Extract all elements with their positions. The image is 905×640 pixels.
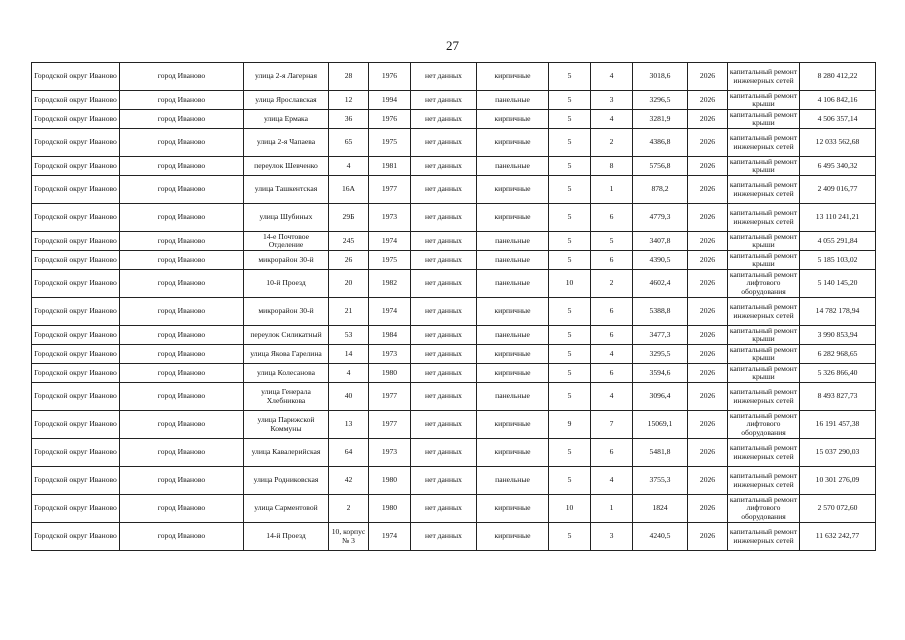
cell-sum: 3 990 853,94 <box>800 326 876 345</box>
cell-street: улица Парижской Коммуны <box>244 411 329 439</box>
table-row <box>32 176 876 204</box>
cell-material: панельные <box>477 91 549 110</box>
cell-material: панельные <box>477 467 549 495</box>
cell-data: нет данных <box>411 270 477 298</box>
cell-city: город Иваново <box>120 110 244 129</box>
cell-entrances: 4 <box>591 383 633 411</box>
table-row <box>32 383 876 411</box>
cell-house: 26 <box>329 251 369 270</box>
cell-floors: 5 <box>549 129 591 157</box>
cell-work: капитальный ремонт инженерных сетей <box>728 383 800 411</box>
cell-data: нет данных <box>411 204 477 232</box>
cell-plan-year: 2026 <box>688 523 728 551</box>
cell-area: 4602,4 <box>633 270 688 298</box>
table-row <box>32 270 876 298</box>
cell-data: нет данных <box>411 63 477 91</box>
cell-plan-year: 2026 <box>688 129 728 157</box>
cell-data: нет данных <box>411 298 477 326</box>
cell-house: 40 <box>329 383 369 411</box>
cell-material: панельные <box>477 251 549 270</box>
cell-material: кирпичные <box>477 204 549 232</box>
cell-work: капитальный ремонт крыши <box>728 157 800 176</box>
cell-work: капитальный ремонт инженерных сетей <box>728 204 800 232</box>
cell-house: 36 <box>329 110 369 129</box>
cell-year: 1974 <box>369 298 411 326</box>
cell-area: 1824 <box>633 495 688 523</box>
cell-floors: 5 <box>549 232 591 251</box>
cell-okrug: Городской округ Иваново <box>32 298 120 326</box>
cell-floors: 5 <box>549 364 591 383</box>
cell-plan-year: 2026 <box>688 270 728 298</box>
cell-material: кирпичные <box>477 411 549 439</box>
cell-entrances: 4 <box>591 63 633 91</box>
cell-okrug: Городской округ Иваново <box>32 326 120 345</box>
cell-floors: 5 <box>549 467 591 495</box>
cell-year: 1980 <box>369 495 411 523</box>
cell-city: город Иваново <box>120 298 244 326</box>
cell-material: панельные <box>477 326 549 345</box>
cell-plan-year: 2026 <box>688 345 728 364</box>
cell-city: город Иваново <box>120 467 244 495</box>
cell-okrug: Городской округ Иваново <box>32 110 120 129</box>
cell-work: капитальный ремонт инженерных сетей <box>728 63 800 91</box>
cell-area: 3281,9 <box>633 110 688 129</box>
cell-work: капитальный ремонт инженерных сетей <box>728 467 800 495</box>
cell-sum: 8 493 827,73 <box>800 383 876 411</box>
cell-street: 10-й Проезд <box>244 270 329 298</box>
cell-city: город Иваново <box>120 204 244 232</box>
cell-area: 5481,8 <box>633 439 688 467</box>
cell-entrances: 1 <box>591 495 633 523</box>
cell-city: город Иваново <box>120 232 244 251</box>
cell-street: улица Кавалерийская <box>244 439 329 467</box>
cell-work: капитальный ремонт инженерных сетей <box>728 176 800 204</box>
cell-area: 4386,8 <box>633 129 688 157</box>
cell-year: 1977 <box>369 176 411 204</box>
cell-sum: 15 037 290,03 <box>800 439 876 467</box>
cell-material: кирпичные <box>477 439 549 467</box>
cell-year: 1973 <box>369 204 411 232</box>
cell-plan-year: 2026 <box>688 204 728 232</box>
cell-material: кирпичные <box>477 176 549 204</box>
cell-area: 3018,6 <box>633 63 688 91</box>
table-row <box>32 110 876 129</box>
cell-entrances: 3 <box>591 91 633 110</box>
cell-data: нет данных <box>411 364 477 383</box>
cell-plan-year: 2026 <box>688 110 728 129</box>
cell-area: 3096,4 <box>633 383 688 411</box>
cell-entrances: 6 <box>591 298 633 326</box>
cell-street: улица Сарментовой <box>244 495 329 523</box>
table-row <box>32 467 876 495</box>
cell-okrug: Городской округ Иваново <box>32 251 120 270</box>
cell-house: 20 <box>329 270 369 298</box>
cell-floors: 9 <box>549 411 591 439</box>
cell-okrug: Городской округ Иваново <box>32 523 120 551</box>
cell-city: город Иваново <box>120 345 244 364</box>
cell-entrances: 2 <box>591 129 633 157</box>
cell-street: 14-й Проезд <box>244 523 329 551</box>
cell-area: 3594,6 <box>633 364 688 383</box>
cell-house: 10, корпус № 3 <box>329 523 369 551</box>
cell-work: капитальный ремонт крыши <box>728 91 800 110</box>
cell-year: 1980 <box>369 364 411 383</box>
cell-data: нет данных <box>411 251 477 270</box>
cell-area: 3295,5 <box>633 345 688 364</box>
cell-floors: 5 <box>549 204 591 232</box>
cell-year: 1976 <box>369 110 411 129</box>
cell-floors: 5 <box>549 326 591 345</box>
cell-area: 5756,8 <box>633 157 688 176</box>
cell-street: улица Якова Гарелина <box>244 345 329 364</box>
cell-data: нет данных <box>411 110 477 129</box>
cell-material: панельные <box>477 270 549 298</box>
cell-material: кирпичные <box>477 345 549 364</box>
cell-material: кирпичные <box>477 129 549 157</box>
cell-data: нет данных <box>411 411 477 439</box>
cell-okrug: Городской округ Иваново <box>32 204 120 232</box>
cell-area: 5388,8 <box>633 298 688 326</box>
cell-plan-year: 2026 <box>688 298 728 326</box>
cell-street: 14-е Почтовое Отделение <box>244 232 329 251</box>
cell-city: город Иваново <box>120 251 244 270</box>
cell-data: нет данных <box>411 232 477 251</box>
cell-year: 1975 <box>369 129 411 157</box>
cell-city: город Иваново <box>120 176 244 204</box>
cell-sum: 14 782 178,94 <box>800 298 876 326</box>
cell-sum: 4 106 842,16 <box>800 91 876 110</box>
cell-city: город Иваново <box>120 364 244 383</box>
cell-okrug: Городской округ Иваново <box>32 232 120 251</box>
cell-sum: 6 495 340,32 <box>800 157 876 176</box>
cell-okrug: Городской округ Иваново <box>32 495 120 523</box>
cell-data: нет данных <box>411 439 477 467</box>
cell-year: 1977 <box>369 383 411 411</box>
cell-material: кирпичные <box>477 298 549 326</box>
cell-area: 4779,3 <box>633 204 688 232</box>
cell-okrug: Городской округ Иваново <box>32 364 120 383</box>
cell-city: город Иваново <box>120 523 244 551</box>
cell-city: город Иваново <box>120 326 244 345</box>
cell-data: нет данных <box>411 345 477 364</box>
cell-plan-year: 2026 <box>688 495 728 523</box>
cell-plan-year: 2026 <box>688 411 728 439</box>
cell-house: 13 <box>329 411 369 439</box>
cell-entrances: 4 <box>591 345 633 364</box>
cell-plan-year: 2026 <box>688 91 728 110</box>
cell-entrances: 1 <box>591 176 633 204</box>
cell-data: нет данных <box>411 176 477 204</box>
page-number: 27 <box>446 38 459 53</box>
cell-okrug: Городской округ Иваново <box>32 270 120 298</box>
cell-year: 1984 <box>369 326 411 345</box>
cell-city: город Иваново <box>120 91 244 110</box>
cell-material: кирпичные <box>477 495 549 523</box>
cell-floors: 5 <box>549 110 591 129</box>
cell-house: 28 <box>329 63 369 91</box>
cell-street: улица Ярославская <box>244 91 329 110</box>
cell-sum: 5 140 145,20 <box>800 270 876 298</box>
table-row <box>32 63 876 91</box>
cell-plan-year: 2026 <box>688 251 728 270</box>
cell-data: нет данных <box>411 467 477 495</box>
cell-data: нет данных <box>411 91 477 110</box>
cell-work: капитальный ремонт инженерных сетей <box>728 298 800 326</box>
cell-okrug: Городской округ Иваново <box>32 91 120 110</box>
cell-entrances: 5 <box>591 232 633 251</box>
cell-area: 3407,8 <box>633 232 688 251</box>
cell-street: улица Генерала Хлебникова <box>244 383 329 411</box>
table-row <box>32 129 876 157</box>
cell-okrug: Городской округ Иваново <box>32 467 120 495</box>
cell-area: 15069,1 <box>633 411 688 439</box>
cell-entrances: 6 <box>591 439 633 467</box>
table-row <box>32 298 876 326</box>
cell-work: капитальный ремонт крыши <box>728 364 800 383</box>
cell-street: микрорайон 30-й <box>244 251 329 270</box>
cell-street: улица 2-я Чапаева <box>244 129 329 157</box>
cell-house: 29Б <box>329 204 369 232</box>
cell-plan-year: 2026 <box>688 176 728 204</box>
cell-work: капитальный ремонт крыши <box>728 232 800 251</box>
table-row <box>32 91 876 110</box>
table-row <box>32 326 876 345</box>
cell-material: кирпичные <box>477 523 549 551</box>
cell-house: 64 <box>329 439 369 467</box>
cell-house: 42 <box>329 467 369 495</box>
cell-sum: 2 570 072,60 <box>800 495 876 523</box>
cell-entrances: 4 <box>591 110 633 129</box>
cell-work: капитальный ремонт инженерных сетей <box>728 523 800 551</box>
cell-area: 3477,3 <box>633 326 688 345</box>
cell-city: город Иваново <box>120 411 244 439</box>
cell-street: улица Шубиных <box>244 204 329 232</box>
cell-okrug: Городской округ Иваново <box>32 411 120 439</box>
cell-floors: 5 <box>549 63 591 91</box>
cell-material: кирпичные <box>477 63 549 91</box>
cell-data: нет данных <box>411 326 477 345</box>
cell-city: город Иваново <box>120 157 244 176</box>
cell-street: переулок Силикатный <box>244 326 329 345</box>
cell-sum: 16 191 457,38 <box>800 411 876 439</box>
table-row <box>32 523 876 551</box>
cell-plan-year: 2026 <box>688 467 728 495</box>
cell-work: капитальный ремонт лифтового оборудования <box>728 270 800 298</box>
cell-floors: 5 <box>549 298 591 326</box>
cell-data: нет данных <box>411 383 477 411</box>
cell-plan-year: 2026 <box>688 232 728 251</box>
cell-area: 4240,5 <box>633 523 688 551</box>
cell-plan-year: 2026 <box>688 63 728 91</box>
cell-work: капитальный ремонт инженерных сетей <box>728 439 800 467</box>
cell-year: 1994 <box>369 91 411 110</box>
cell-material: панельные <box>477 157 549 176</box>
cell-street: улица Колесанова <box>244 364 329 383</box>
cell-plan-year: 2026 <box>688 439 728 467</box>
cell-plan-year: 2026 <box>688 157 728 176</box>
cell-sum: 8 280 412,22 <box>800 63 876 91</box>
cell-sum: 4 055 291,84 <box>800 232 876 251</box>
table-row <box>32 411 876 439</box>
cell-entrances: 2 <box>591 270 633 298</box>
cell-plan-year: 2026 <box>688 364 728 383</box>
cell-house: 53 <box>329 326 369 345</box>
cell-entrances: 6 <box>591 204 633 232</box>
cell-entrances: 8 <box>591 157 633 176</box>
table-row <box>32 345 876 364</box>
cell-street: микрорайон 30-й <box>244 298 329 326</box>
cell-okrug: Городской округ Иваново <box>32 129 120 157</box>
cell-material: панельные <box>477 383 549 411</box>
cell-house: 21 <box>329 298 369 326</box>
cell-material: панельные <box>477 232 549 251</box>
cell-house: 4 <box>329 364 369 383</box>
cell-year: 1974 <box>369 232 411 251</box>
cell-year: 1982 <box>369 270 411 298</box>
cell-city: город Иваново <box>120 270 244 298</box>
cell-floors: 5 <box>549 439 591 467</box>
cell-street: переулок Шевченко <box>244 157 329 176</box>
cell-floors: 5 <box>549 91 591 110</box>
cell-area: 3755,3 <box>633 467 688 495</box>
cell-sum: 5 185 103,02 <box>800 251 876 270</box>
cell-year: 1974 <box>369 523 411 551</box>
cell-data: нет данных <box>411 157 477 176</box>
cell-work: капитальный ремонт лифтового оборудования <box>728 411 800 439</box>
cell-floors: 5 <box>549 523 591 551</box>
cell-street: улица Родниковская <box>244 467 329 495</box>
cell-plan-year: 2026 <box>688 326 728 345</box>
cell-okrug: Городской округ Иваново <box>32 157 120 176</box>
cell-house: 12 <box>329 91 369 110</box>
cell-okrug: Городской округ Иваново <box>32 345 120 364</box>
cell-year: 1973 <box>369 345 411 364</box>
cell-work: капитальный ремонт инженерных сетей <box>728 129 800 157</box>
cell-floors: 5 <box>549 345 591 364</box>
cell-data: нет данных <box>411 129 477 157</box>
cell-area: 878,2 <box>633 176 688 204</box>
cell-house: 16А <box>329 176 369 204</box>
cell-work: капитальный ремонт лифтового оборудования <box>728 495 800 523</box>
cell-sum: 5 326 866,40 <box>800 364 876 383</box>
cell-material: кирпичные <box>477 364 549 383</box>
cell-sum: 4 506 357,14 <box>800 110 876 129</box>
cell-house: 2 <box>329 495 369 523</box>
cell-floors: 5 <box>549 176 591 204</box>
cell-year: 1980 <box>369 467 411 495</box>
cell-house: 65 <box>329 129 369 157</box>
cell-entrances: 7 <box>591 411 633 439</box>
cell-city: город Иваново <box>120 63 244 91</box>
cell-sum: 11 632 242,77 <box>800 523 876 551</box>
cell-city: город Иваново <box>120 129 244 157</box>
cell-year: 1981 <box>369 157 411 176</box>
cell-entrances: 3 <box>591 523 633 551</box>
cell-sum: 2 409 016,77 <box>800 176 876 204</box>
cell-floors: 5 <box>549 251 591 270</box>
cell-work: капитальный ремонт крыши <box>728 326 800 345</box>
cell-street: улица Ташкентская <box>244 176 329 204</box>
cell-street: улица Ермака <box>244 110 329 129</box>
cell-floors: 10 <box>549 270 591 298</box>
table-row <box>32 364 876 383</box>
cell-work: капитальный ремонт крыши <box>728 345 800 364</box>
cell-work: капитальный ремонт крыши <box>728 251 800 270</box>
cell-entrances: 4 <box>591 467 633 495</box>
cell-house: 4 <box>329 157 369 176</box>
cell-floors: 5 <box>549 157 591 176</box>
table-row <box>32 232 876 251</box>
cell-entrances: 6 <box>591 251 633 270</box>
cell-data: нет данных <box>411 495 477 523</box>
cell-sum: 13 110 241,21 <box>800 204 876 232</box>
table-row <box>32 204 876 232</box>
table-row <box>32 439 876 467</box>
table-row <box>32 157 876 176</box>
cell-floors: 5 <box>549 383 591 411</box>
cell-street: улица 2-я Лагерная <box>244 63 329 91</box>
cell-data: нет данных <box>411 523 477 551</box>
table-row <box>32 495 876 523</box>
cell-city: город Иваново <box>120 495 244 523</box>
cell-okrug: Городской округ Иваново <box>32 383 120 411</box>
cell-floors: 10 <box>549 495 591 523</box>
cell-entrances: 6 <box>591 326 633 345</box>
cell-city: город Иваново <box>120 383 244 411</box>
cell-year: 1977 <box>369 411 411 439</box>
cell-sum: 6 282 968,65 <box>800 345 876 364</box>
cell-year: 1973 <box>369 439 411 467</box>
cell-area: 3296,5 <box>633 91 688 110</box>
cell-okrug: Городской округ Иваново <box>32 176 120 204</box>
cell-area: 4390,5 <box>633 251 688 270</box>
table-body <box>32 63 876 551</box>
housing-repair-table <box>31 62 876 551</box>
cell-sum: 12 033 562,68 <box>800 129 876 157</box>
cell-year: 1975 <box>369 251 411 270</box>
cell-okrug: Городской округ Иваново <box>32 63 120 91</box>
cell-work: капитальный ремонт крыши <box>728 110 800 129</box>
cell-year: 1976 <box>369 63 411 91</box>
cell-material: кирпичные <box>477 110 549 129</box>
cell-okrug: Городской округ Иваново <box>32 439 120 467</box>
cell-plan-year: 2026 <box>688 383 728 411</box>
cell-sum: 10 301 276,09 <box>800 467 876 495</box>
cell-house: 14 <box>329 345 369 364</box>
cell-entrances: 6 <box>591 364 633 383</box>
cell-house: 245 <box>329 232 369 251</box>
table-row <box>32 251 876 270</box>
cell-city: город Иваново <box>120 439 244 467</box>
